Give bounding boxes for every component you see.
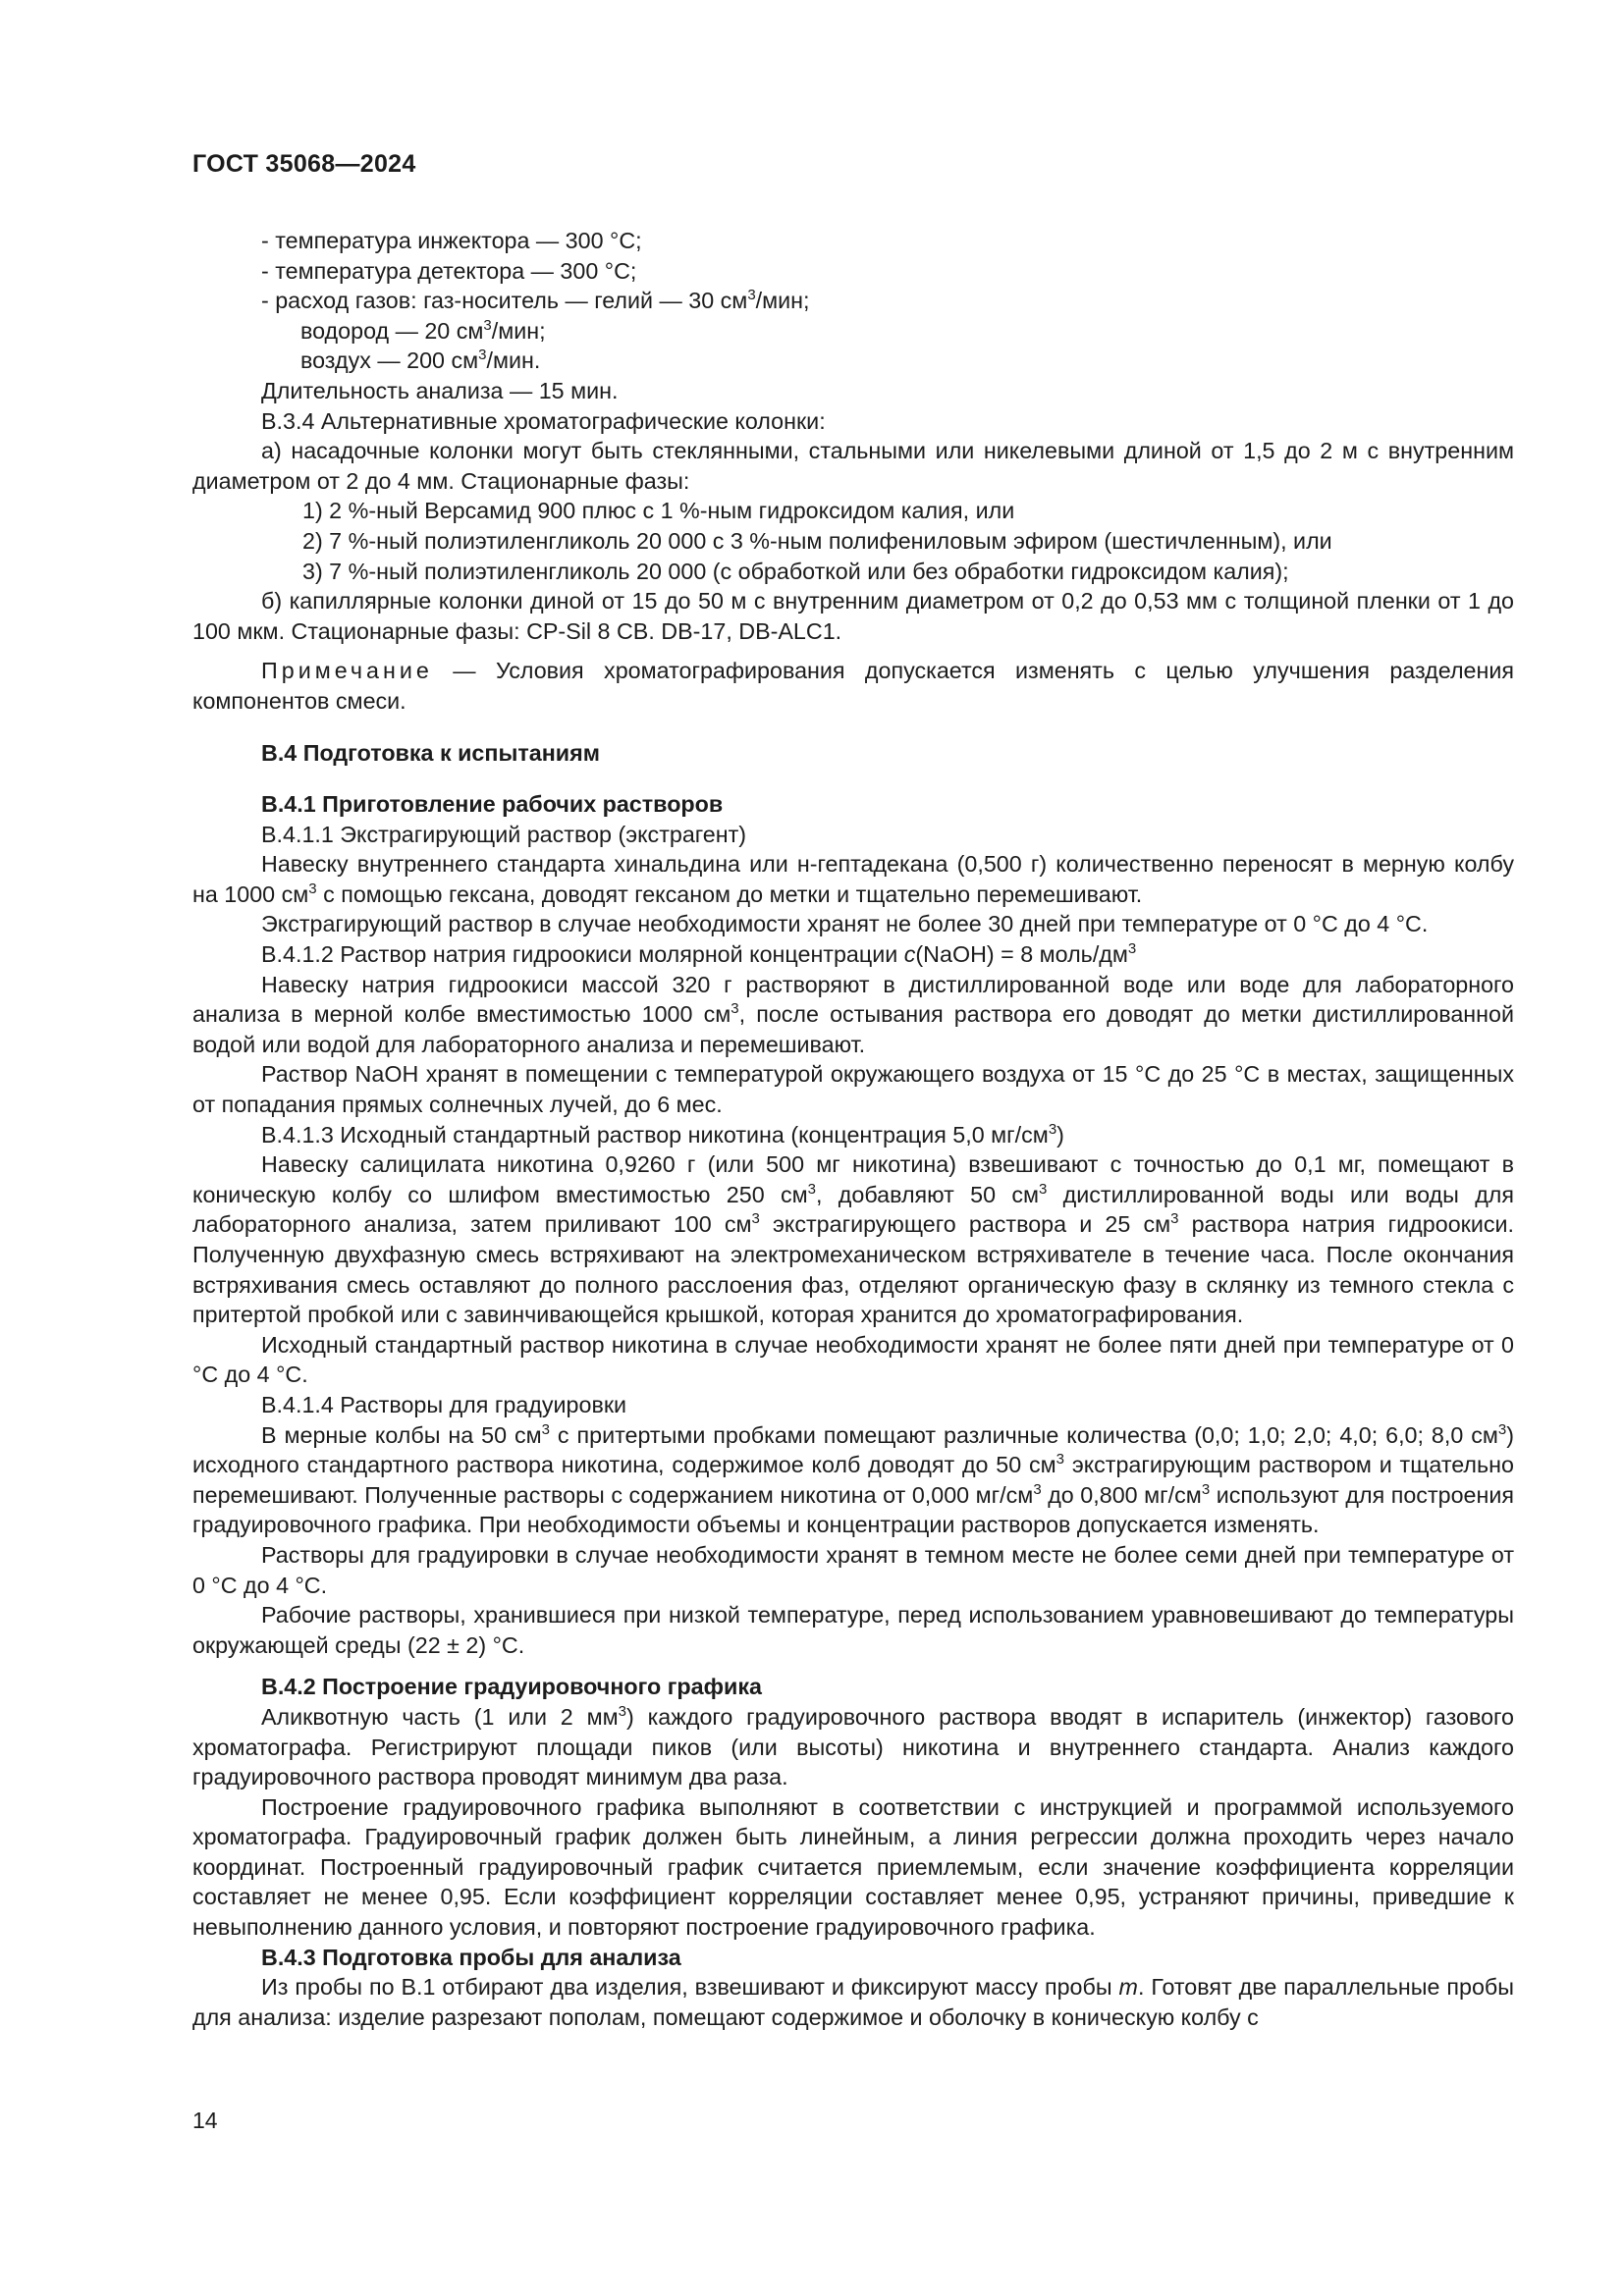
section-b412-paragraph-2: Раствор NaOH хранят в помещении с температурой окружающего воздуха от 15 °С до 25 °С в местах, защищенных от попадания прямых солнечных лучей, до 6 мес. — [192, 1061, 1514, 1118]
section-b43-paragraph-1: Из пробы по В.1 отбирают два изделия, взвешивают и фиксируют массу пробы m. Готовят две параллельные пробы для анализа: изделие разрезают пополам, помещают содержимое и оболочку в коническую колбу с — [192, 1974, 1514, 2030]
analysis-duration: Длительность анализа — 15 мин. — [261, 377, 619, 403]
note-paragraph: Примечание — Условия хроматографирования допускается изменять с целью улучшения разделения компонентов смеси. — [192, 658, 1514, 714]
list-item-air: воздух — 200 $см^3$/мин. — [300, 347, 541, 374]
note-label: Примечание — [261, 658, 433, 684]
section-b413-paragraph-1: Навеску салицилата никотина 0,9260 г (или 500 мг никотина) взвешивают с точностью до 0,1 мг, помещают в коническую колбу со шлифом вместимостью 250 $см^3$, добавляют 50 $см^3$ дистиллированной воды или воды для лабораторного анализа, затем приливают 100 $см^3$ экстрагирующего раствора и 25 $см^3$ раствора натрия гидроокиси. Полученную двухфазную смесь встряхивают на электромеханическом встряхивателе в течение часа. После окончания встряхивания смесь оставляют до полного расслоения фаз, отделяют органическую фазу в склянку из темного стекла с притертой пробкой или с завинчивающейся крышкой, которая хранится до хроматографирования. — [192, 1151, 1514, 1328]
section-b42-heading: В.4.2 Построение градуировочного графика — [261, 1674, 762, 1700]
list-item-hydrogen: водород — 20 $см^3$/мин; — [300, 316, 546, 344]
page-content — [192, 226, 1514, 2032]
section-b412-title: В.4.1.2 Раствор натрия гидроокиси молярной концентрации c(NaOH) = 8 моль/$дм^3$ — [261, 940, 1137, 968]
section-b43-heading: В.4.3 Подготовка пробы для анализа — [261, 1944, 681, 1970]
section-b413-paragraph-2: Исходный стандартный раствор никотина в случае необходимости хранят не более пяти дней при температуре от 0 °С до 4 °С. — [192, 1331, 1514, 1388]
list-item-injector-temp: - температура инжектора — 300 °С; — [261, 228, 642, 253]
section-b34-title: В.3.4 Альтернативные хроматографические колонки: — [261, 407, 826, 434]
section-b34-item-a2: 2) 7 %-ный полиэтиленгликоль 20 000 с 3 %-ным полифениловым эфиром (шестичленным), или — [302, 527, 1332, 554]
section-b4-heading: В.4 Подготовка к испытаниям — [261, 739, 600, 766]
list-item-gas-flow: - расход газов: газ-носитель — гелий — 30 $см^3$/мин; — [261, 287, 810, 314]
section-b414-title: В.4.1.4 Растворы для градуировки — [261, 1391, 627, 1417]
section-b34-item-a1: 1) 2 %-ный Версамид 900 плюс с 1 %-ным гидроксидом калия, или — [302, 498, 1015, 524]
section-b34-item-a3: 3) 7 %-ный полиэтиленгликоль 20 000 (с обработкой или без обработки гидроксидом калия); — [302, 558, 1289, 584]
section-b414-paragraph-3: Рабочие растворы, хранившиеся при низкой температуре, перед использованием уравновешивают до температуры окружающей среды (22 ± 2) °С. — [192, 1602, 1514, 1658]
section-b412-paragraph-1: Навеску натрия гидроокиси массой 320 г растворяют в дистиллированной воде или воде для лабораторного анализа в мерной колбе вместимостью 1000 $см^3$, после остывания раствора его доводят до метки дистиллированной водой или водой для лабораторного анализа и перемешивают. — [192, 971, 1514, 1057]
section-b411-paragraph-2: Экстрагирующий раствор в случае необходимости хранят не более 30 дней при температуре от 0 °С до 4 °С. — [261, 911, 1429, 937]
document-code-header: ГОСТ 35068—2024 — [192, 150, 416, 178]
section-b34-item-a: а) насадочные колонки могут быть стеклянными, стальными или никелевыми длиной от 1,5 до 2 м с внутренним диаметром от 2 до 4 мм. Стационарные фазы: — [192, 438, 1514, 494]
section-b42-paragraph-1: Аликвотную часть (1 или 2 $мм^3$) каждого градуировочного раствора вводят в испаритель (инжектор) газового хроматографа. Регистрируют площади пиков (или высоты) никотина и внутреннего стандарта. Анализ каждого градуировочного раствора проводят минимум два раза. — [192, 1702, 1514, 1790]
section-b411-title: В.4.1.1 Экстрагирующий раствор (экстрагент) — [261, 821, 747, 847]
list-item-detector-temp: - температура детектора — 300 °С; — [261, 257, 637, 284]
section-b42-paragraph-2: Построение градуировочного графика выполняют в соответствии с инструкцией и программой используемого хроматографа. Градуировочный график должен быть линейным, а линия регрессии должна проходить через начало координат. Построенный градуировочный график считается приемлемым, если значение коэффициента корреляции составляет не менее 0,95. Если коэффициент корреляции составляет менее 0,95, устраняют причины, приведшие к невыполнению данного условия, и повторяют построение градуировочного графика. — [192, 1793, 1514, 1941]
section-b413-title: В.4.1.3 Исходный стандартный раствор никотина (концентрация 5,0 $мг/см^3$) — [261, 1120, 1064, 1148]
section-b34-item-b: б) капиллярные колонки диной от 15 до 50 м с внутренним диаметром от 0,2 до 0,53 мм с толщиной пленки от 1 до 100 мкм. Стационарные фазы: CP-Sil 8 CB. DB-17, DB-ALC1. — [192, 588, 1514, 644]
section-b411-paragraph-1: Навеску внутреннего стандарта хинальдина или н-гептадекана (0,500 г) количественно переносят в мерную колбу на 1000 $см^3$ с помощью гексана, доводят гексаном до метки и тщательно перемешивают. — [192, 851, 1514, 907]
section-b41-heading: В.4.1 Приготовление рабочих растворов — [261, 791, 724, 818]
section-b414-paragraph-1: В мерные колбы на 50 $см^3$ с притертыми пробками помещают различные количества (0,0; 1,0; 2,0; 4,0; 6,0; 8,0 $см^3$) исходного стандартного раствора никотина, содержимое колб доводят до 50 $см^3$ экстрагирующим раствором и тщательно перемешивают. Полученные растворы с содержанием никотина от 0,000 $мг/см^3$ до 0,800 $мг/см^3$ используют для построения градуировочного графика. При необходимости объемы и концентрации растворов допускается изменять. — [192, 1420, 1514, 1538]
section-b414-paragraph-2: Растворы для градуировки в случае необходимости хранят в темном месте не более семи дней при температуре от 0 °С до 4 °С. — [192, 1541, 1514, 1598]
page-number: 14 — [192, 2108, 218, 2133]
